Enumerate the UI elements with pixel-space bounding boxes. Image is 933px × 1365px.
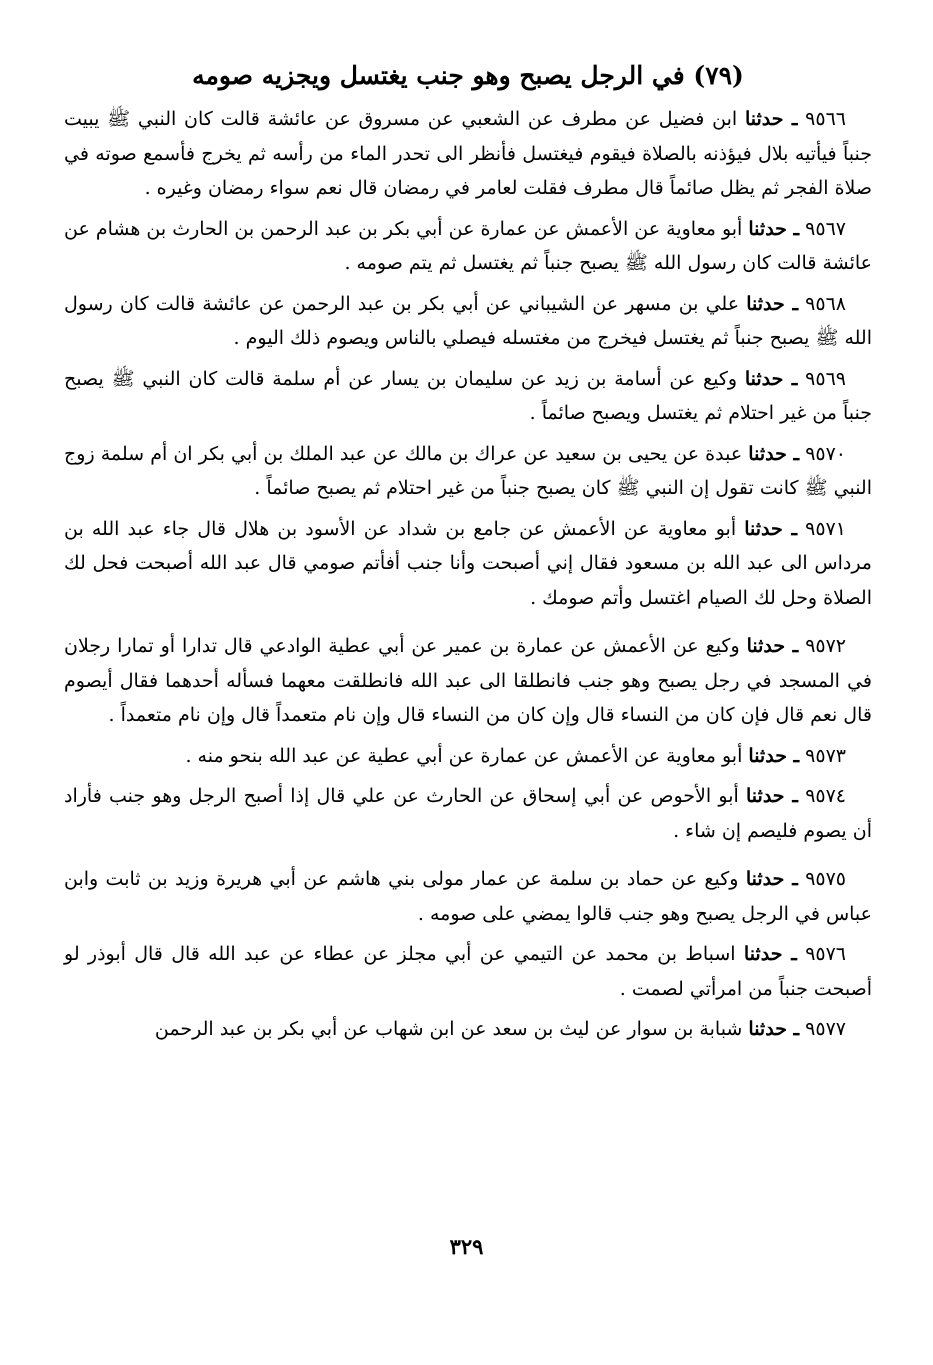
entry-number: ٩٥٧٠ — [805, 442, 847, 465]
hadith-entry — [64, 779, 872, 848]
entry-number: ٩٥٧٥ — [805, 868, 847, 890]
entry-text: أبو الأحوص عن أبي إسحاق عن الحارث عن علي قال إذا أصبح الرجل وهو جنب فأراد أن يصوم فليصم إن شاء . — [64, 785, 872, 842]
entry-text: وكيع عن أسامة بن زيد عن سليمان بن يسار عن أم سلمة قالت كان النبي ﷺ يصبح جنباً من غير احتلام ثم يغتسل ويصبح صائماً . — [64, 367, 872, 424]
entry-number: ٩٥٧٢ — [805, 635, 847, 657]
entry-number: ٩٥٧٦ — [805, 943, 847, 965]
entry-number: ٩٥٧٤ — [805, 785, 847, 807]
entry-intro: ـ حدثنا — [744, 367, 798, 390]
entry-text: أبو معاوية عن الأعمش عن عمارة عن أبي بكر بن عبد الرحمن بن الحارث بن هشام عن عائشة قالت كان رسول الله ﷺ يصبح جنباً ثم يغتسل ثم يتم صومه . — [64, 217, 872, 274]
hadith-entry — [64, 102, 872, 206]
hadith-entry — [64, 212, 872, 281]
entry-intro: ـ حدثنا — [743, 943, 797, 965]
entry-intro: ـ حدثنا — [744, 517, 798, 540]
entry-intro: ـ حدثنا — [748, 1018, 800, 1040]
entry-number: ٩٥٧١ — [805, 517, 846, 540]
entry-text: وكيع عن الأعمش عن عمارة بن عمير عن أبي عطية الوادعي قال تدارا أو تمارا رجلان في المسجد في رجل يصبح وهو جنب فانطلقا الى عبد الله فانطلقت معهما فسأله أحدهما فقال أيصوم قال نعم قال فإن كان من النساء قال وإن كان من النساء قال وإن نام متعمداً قال وإن نام متعمداً . — [64, 635, 872, 726]
hadith-entry — [64, 739, 872, 774]
entry-text: عبدة عن يحيى بن سعيد عن عراك بن مالك عن عبد الملك بن أبي بكر ان أم سلمة زوج النبي ﷺ كانت تقول إن النبي ﷺ كان يصبح جنباً من غير احتلام ثم يصبح صائماً . — [64, 442, 872, 499]
entry-number: ٩٥٧٧ — [805, 1018, 846, 1040]
hadith-entry — [64, 937, 872, 1006]
document-page — [64, 56, 872, 1053]
hadith-entry — [64, 362, 872, 431]
hadith-entry — [64, 1012, 872, 1047]
entry-intro: ـ حدثنا — [748, 744, 800, 767]
hadith-entry — [64, 862, 872, 931]
entry-intro: ـ حدثنا — [746, 635, 799, 657]
entry-number: ٩٥٦٨ — [805, 292, 846, 315]
hadith-entry — [64, 629, 872, 733]
entry-intro: ـ حدثنا — [746, 292, 799, 315]
entry-intro: ـ حدثنا — [748, 217, 800, 240]
hadith-entry — [64, 437, 872, 506]
entry-text: ابن فضيل عن مطرف عن الشعبي عن مسروق عن عائشة قالت كان النبي ﷺ يبيت جنباً فيأتيه بلال فيؤذنه بالصلاة فيقوم فيغتسل فأنظر الى تحدر الماء من رأسه ثم يخرج فأسمع صوته في صلاة الفجر ثم يظل صائماً قال مطرف فقلت لعامر في رمضان قال نعم سواء رمضان وغيره . — [64, 108, 873, 199]
entry-text: علي بن مسهر عن الشيباني عن أبي بكر بن عبد الرحمن عن عائشة قالت كان رسول الله ﷺ يصبح جنباً ثم يغتسل فيخرج من مغتسله فيصلي بالناس ويصوم ذلك اليوم . — [64, 292, 872, 349]
entry-text: وكيع عن حماد بن سلمة عن عمار مولى بني هاشم عن أبي هريرة وزيد بن ثابت وابن عباس في الرجل يصبح وهو جنب قالوا يمضي على صومه . — [64, 868, 872, 925]
entry-text: اسباط بن محمد عن التيمي عن أبي مجلز عن عطاء عن عبد الله قال قال أبوذر لو أصبحت جنباً من امرأتي لصمت . — [64, 943, 872, 1000]
entry-text: أبو معاوية عن الأعمش عن عمارة عن أبي عطية عن عبد الله بنحو منه . — [185, 744, 743, 767]
entry-intro: ـ حدثنا — [745, 868, 798, 890]
entry-number: ٩٥٧٣ — [805, 744, 846, 767]
hadith-entry — [64, 512, 872, 616]
page-number: ٣٢٩ — [449, 1234, 484, 1259]
chapter-heading: (٧٩) في الرجل يصبح وهو جنب يغتسل ويجزيه صومه — [192, 61, 744, 90]
entry-number: ٩٥٦٧ — [805, 217, 846, 240]
entry-text: أبو معاوية عن الأعمش عن جامع بن شداد عن الأسود بن هلال قال جاء عبد الله بن مرداس الى عبد الله بن مسعود فقال إني أصبحت وأنا جنب أفأتم صومي قال عبد الله أصبحت فحل لك الصلاة وحل لك الصيام اغتسل وأتم صومك . — [64, 517, 872, 609]
entry-number: ٩٥٦٦ — [805, 108, 846, 130]
entry-intro: ـ حدثنا — [748, 442, 800, 465]
entry-intro: ـ حدثنا — [746, 785, 798, 807]
entry-text: شبابة بن سوار عن ليث بن سعد عن ابن شهاب عن أبي بكر بن عبد الرحمن — [154, 1018, 743, 1040]
hadith-entry — [64, 287, 872, 356]
entry-number: ٩٥٦٩ — [805, 367, 846, 390]
entry-intro: ـ حدثنا — [744, 108, 798, 130]
